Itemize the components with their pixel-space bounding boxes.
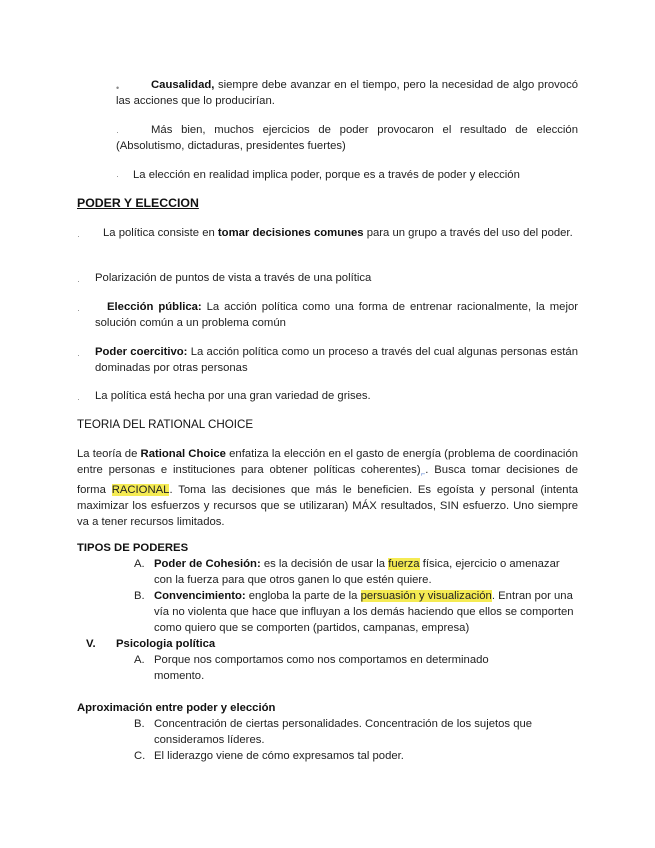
highlighted-term: persuasión y visualización [360, 590, 492, 602]
paragraph-text: . Busca tomar decisiones de forma [77, 464, 578, 497]
item-text: La acción política como un proceso a través del cual algunas personas están dominadas por otras personas [95, 346, 578, 374]
bold-term: tomar decisiones comunes [217, 227, 364, 239]
item-text: para un grupo a través del uso del poder. [363, 227, 573, 239]
bullet-marker: · [116, 127, 119, 137]
bold-term: Elección pública: [107, 301, 202, 313]
list-letter: B. [134, 718, 145, 730]
bullet-marker: · [77, 394, 80, 404]
bullet-marker: · [77, 276, 80, 286]
list-letter: C. [134, 750, 146, 762]
list-letter: A. [134, 558, 145, 570]
item-text: La acción política como una forma de entrenar racionalmente, la mejor solución común a un problema común [95, 301, 578, 329]
psicologia-item: Porque nos comportamos como nos comportamos en determinado momento. [154, 654, 489, 682]
poder-item-politica [95, 225, 578, 241]
bold-term: Causalidad, [151, 79, 215, 91]
section-title-tipos-poderes: TIPOS DE PODERES [77, 542, 189, 554]
paragraph-text: La teoría de [77, 448, 141, 460]
item-text: es la decisión de usar la [260, 558, 389, 570]
aproximacion-item-liderazgo: El liderazgo viene de cómo expresamos tal poder. [154, 750, 404, 762]
aproximacion-item-concentracion: Concentración de ciertas personalidades. Concentración de los sujetos que consideramos líderes. [154, 718, 533, 746]
bullet-marker: • [116, 83, 120, 93]
bullet-text: siempre debe avanzar en el tiempo, pero la necesidad de algo provocó las acciones que lo producirían. [116, 79, 578, 107]
list-letter: B. [134, 590, 145, 602]
poder-item-coercitivo [95, 344, 578, 376]
section-title-aproximacion: Aproximación entre poder y elección [77, 702, 276, 714]
bold-term: Rational Choice [140, 448, 226, 460]
intro-bullet-eleccion: La elección en realidad implica poder, porque es a través de poder y elección [133, 169, 520, 181]
item-text: física, ejercicio o amenazar con la fuerza para que otros ganen lo que estén quiere. [154, 558, 560, 586]
highlighted-term: fuerza [388, 558, 420, 570]
paragraph-text: . Toma las decisiones que más le beneficien. Es egoísta y personal (intenta maximizar los esfuerzos y recursos que se utilizaran) MÁX resultados, SIN esfuerzo. Uno siempre va a tener recursos limitados. [77, 484, 578, 529]
poder-item-eleccion-publica [95, 299, 578, 331]
item-text: . Entran por una vía no violenta que hace que influyan a los demás haciendo que ellos se comporten como quiero que se comporten (partidos, campanas, empresa) [154, 590, 574, 634]
highlighted-term: RACIONAL [111, 484, 170, 497]
section-title-poder-eleccion: PODER Y ELECCION [77, 196, 199, 210]
item-text: La política consiste en [103, 227, 218, 239]
bullet-marker: · [77, 231, 80, 241]
roman-numeral: V. [86, 638, 96, 650]
intro-bullet-mas-bien: Más bien, muchos ejercicios de poder provocaron el resultado de elección (Absolutismo, dictaduras, presidentes fuertes) [116, 124, 578, 152]
bold-term: Convencimiento: [154, 590, 246, 602]
comment-marker-icon: ⌐ [420, 469, 426, 479]
section-title-psicologia: Psicologia política [116, 638, 216, 650]
list-letter: A. [134, 654, 145, 666]
bold-term: Poder de Cohesión: [154, 558, 261, 570]
item-text: engloba la parte de la [245, 590, 361, 602]
bold-term: Poder coercitivo: [95, 346, 188, 358]
rational-choice-paragraph [77, 446, 578, 530]
section-title-rational-choice: TEORIA DEL RATIONAL CHOICE [77, 418, 254, 431]
bullet-marker: · [116, 171, 119, 181]
bullet-marker: · [77, 305, 80, 315]
tipo-poder-convencimiento [154, 588, 578, 636]
poder-item-grises: La política está hecha por una gran variedad de grises. [95, 390, 371, 402]
intro-bullet-causalidad [116, 77, 578, 109]
bullet-marker: · [77, 350, 80, 360]
tipo-poder-cohesion [154, 556, 574, 588]
paragraph-text: enfatiza la elección en el gasto de energía (problema de coordinación entre personas e instituciones para obtener políticas coherentes) [77, 448, 579, 476]
poder-item-polarizacion: Polarización de puntos de vista a través de una política [95, 272, 372, 284]
